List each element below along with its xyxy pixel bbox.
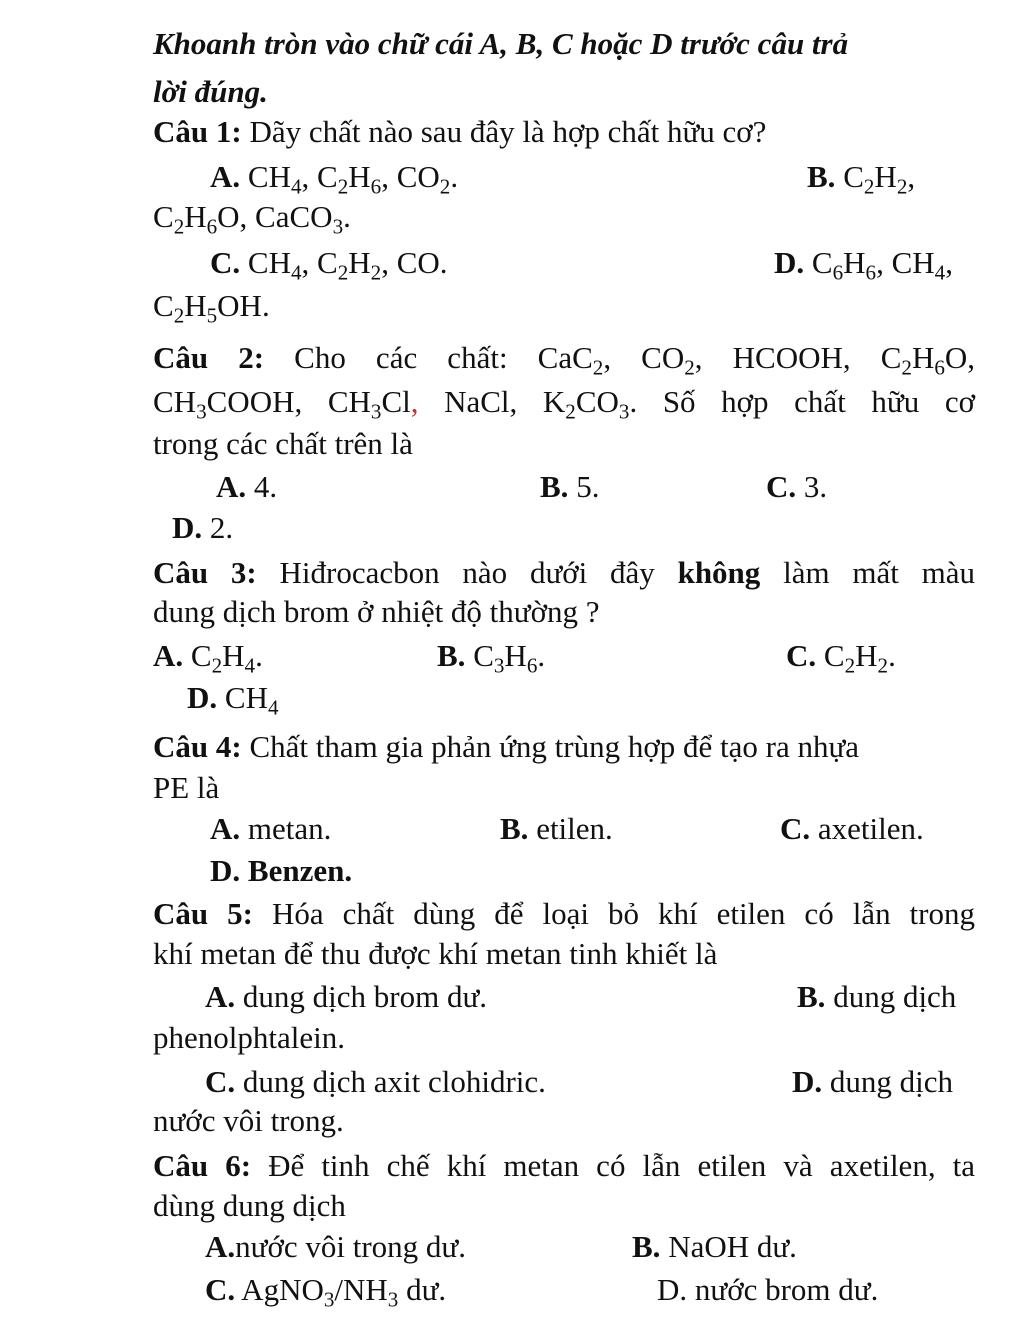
question-3-option-a: A. $C_2H_4$. xyxy=(153,638,263,678)
question-1-option-d-cont: $C_2H_5OH$. xyxy=(153,288,270,328)
emphasis-khong: không xyxy=(677,555,761,590)
question-1-option-d: D. $C_6H_6$, $CH_4$, xyxy=(774,245,953,285)
question-5-option-b: B. dung dịch xyxy=(797,979,957,1014)
question-3-option-b: B. $C_3H_6$. xyxy=(437,638,546,678)
question-2-option-c: C. 3. xyxy=(766,469,828,504)
question-1-option-c: C. $CH_4$, $C_2H_2$, CO. xyxy=(210,245,448,285)
question-1-option-a: A. $CH_4$, $C_2H_6$, $CO_2$. xyxy=(210,159,459,199)
question-6-option-b: B. NaOH dư. xyxy=(632,1229,797,1264)
question-5-option-c: C. dung dịch axit clohidric. xyxy=(205,1064,546,1099)
question-6-option-a: A.nước vôi trong dư. xyxy=(205,1229,466,1264)
instruction-line-2: lời đúng. xyxy=(153,74,268,109)
question-4-option-b: B. etilen. xyxy=(500,811,613,846)
question-5-label: Câu 5: xyxy=(153,896,253,931)
question-6-option-d: D. nước brom dư. xyxy=(657,1272,879,1307)
red-comma: , xyxy=(410,384,419,419)
question-5-option-d: D. dung dịch xyxy=(792,1064,954,1099)
question-4-option-d: D. Benzen. xyxy=(210,853,353,888)
question-4-option-a: A. metan. xyxy=(210,811,332,846)
question-2-option-b: B. 5. xyxy=(540,469,600,504)
question-2-label: Câu 2: xyxy=(153,340,265,375)
question-4-option-c: C. axetilen. xyxy=(780,811,924,846)
worksheet-page: Khoanh tròn vào chữ cái A, B, C hoặc D trước câu trả lời đúng. Câu 1: Dãy chất nào sau đây là hợp chất hữu cơ? A. $CH_4$, $C_2H_6$, $CO_2$. B. $C_2H_2$, $C_2H_6O$, CaCO$_3$. C. $CH_4$, $C_2H_2$, CO. D. $C_6H_6$, $CH_4$, $C_2H_5OH$. Câu 2: Cho các chất: CaC$_2$, $CO_2$, HCOOH, $C_2H_6O$, $CH_3COOH$, $CH_3Cl$, NaCl, $K_2CO_3$. Số hợp chất hữu cơ trong các chất trên là A. 4. B. 5. C. 3. D. 2. Câu 3: Hiđrocacbon nào dưới đây không làm mất màu dung dịch brom ở nhiệt độ thường ? A. $C_2H_4$. B. $C_3H_6$. C. $C_2H_2$. D. $CH_4$ Câu 4: Chất tham gia phản ứng trùng hợp để tạo ra nhựa PE là A. metan. B. etilen. C. axetilen. D. Benzen. Câu 5: Hóa chất dùng để loại bỏ khí etilen có lẫn trong khí metan để thu được khí metan tinh khiết là A. dung dịch brom dư. B. dung dịch phenolphtalein. C. dung dịch axit clohidric. D. dung dịch nước vôi trong. Câu 6: Để tinh chế khí metan có lẫn etilen và axetilen, ta dùng dung dịch A.nước vôi trong dư. B. NaOH dư. C. $AgNO_3/NH_3$ dư. D. nước brom dư. xyxy=(153,26,976,1312)
question-3-option-c: C. $C_2H_2$. xyxy=(786,638,896,678)
question-3-option-d: D. $CH_4$ xyxy=(187,680,279,720)
question-4-label: Câu 4: xyxy=(153,729,242,764)
question-6-option-c: C. $AgNO_3/NH_3$ dư. xyxy=(205,1272,447,1312)
question-1-option-b: B. $C_2H_2$, xyxy=(807,159,916,199)
question-3-label: Câu 3: xyxy=(153,555,257,590)
question-2-option-d: D. 2. xyxy=(172,510,234,545)
question-1-option-b-cont: $C_2H_6O$, CaCO$_3$. xyxy=(153,199,351,239)
question-1-text: Dãy chất nào sau đây là hợp chất hữu cơ? xyxy=(249,114,767,149)
question-1-label: Câu 1: xyxy=(153,114,242,149)
question-6-label: Câu 6: xyxy=(153,1148,252,1183)
question-2-option-a: A. 4. xyxy=(216,469,278,504)
instruction-line-1: Khoanh tròn vào chữ cái A, B, C hoặc D trước câu trả xyxy=(153,26,849,61)
question-5-option-a: A. dung dịch brom dư. xyxy=(205,979,488,1014)
